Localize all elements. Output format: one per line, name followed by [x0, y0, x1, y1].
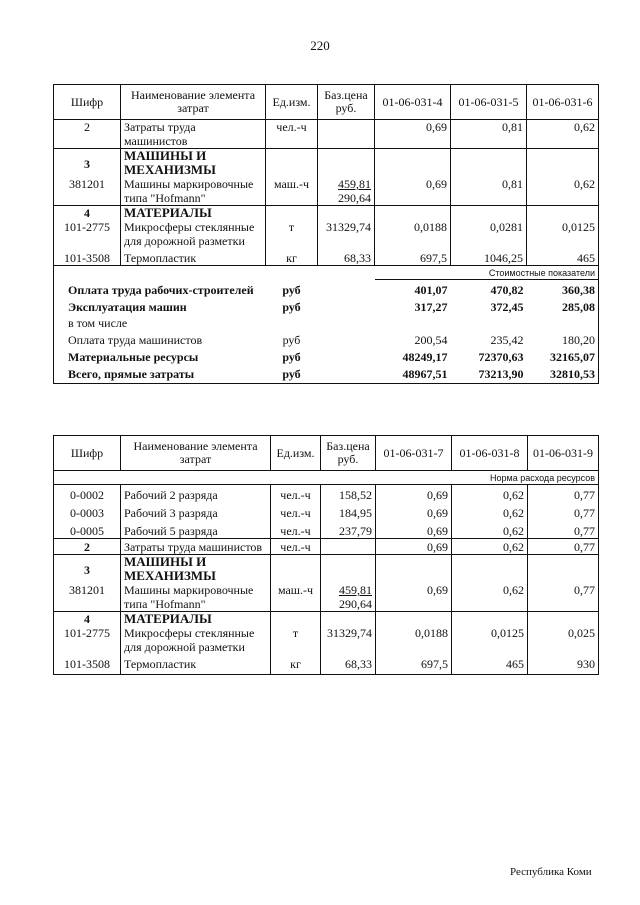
row-value-1: 697,5 [375, 248, 451, 266]
row-code: 0-0002 [54, 485, 121, 503]
cost-row [54, 364, 599, 384]
row-code: 4 [54, 206, 121, 221]
row-name: Рабочий 5 разряда [121, 520, 271, 539]
cost-unit: руб [282, 350, 301, 364]
row-value-3: 0,62 [527, 177, 599, 206]
row-unit: т [271, 626, 321, 654]
row-unit: чел.-ч [271, 502, 321, 520]
header-col-3: 01-06-031-9 [528, 436, 599, 471]
cost-unit: руб [282, 333, 301, 347]
cost-value-3: 360,38 [527, 280, 599, 298]
row-value-3: 0,77 [528, 520, 599, 539]
row-name: Микросферы стеклянные для дорожной разметки [121, 626, 271, 654]
cost-name: Всего, прямые затраты [54, 364, 266, 384]
row-code: 381201 [54, 583, 121, 612]
row-price: 158,52 [321, 485, 376, 503]
row-code: 101-2775 [54, 220, 121, 248]
row-name: Термопластик [121, 248, 266, 266]
table-row [54, 539, 599, 555]
row-value-2: 0,81 [451, 120, 527, 149]
row-value-2: 465 [452, 654, 528, 675]
header-name: Наименование элемента затрат [121, 436, 271, 471]
header-unit: Ед.изм. [266, 85, 318, 120]
row-price: 31329,74 [321, 626, 376, 654]
header-col-2: 01-06-031-5 [451, 85, 527, 120]
row-code: 3 [54, 555, 121, 584]
row-unit: чел.-ч [271, 539, 321, 555]
row-code: 0-0003 [54, 502, 121, 520]
header-col-2: 01-06-031-8 [452, 436, 528, 471]
cost-unit: руб [282, 300, 301, 314]
row-code: 3 [54, 149, 121, 178]
cost-value-1: 200,54 [414, 333, 448, 347]
cost-value-1: 48967,51 [375, 364, 451, 384]
row-value-2: 0,62 [452, 520, 528, 539]
cost-row [54, 314, 599, 330]
cost-name: Оплата труда рабочих-строителей [54, 280, 266, 298]
table-row [54, 612, 599, 627]
row-value-1: 0,69 [375, 177, 451, 206]
row-value-3: 0,77 [528, 583, 599, 612]
cost-name: Оплата труда машинистов [54, 330, 266, 347]
row-unit: маш.-ч [271, 583, 321, 612]
row-code: 101-2775 [54, 626, 121, 654]
cost-value-2: 372,45 [490, 300, 524, 314]
section-title: МАШИНЫ И МЕХАНИЗМЫ [121, 149, 266, 178]
table-row [54, 520, 599, 539]
table-row [54, 248, 599, 266]
row-name: Машины маркировочные типа "Hofmann" [121, 583, 271, 612]
header-unit: Ед.изм. [271, 436, 321, 471]
row-value-2: 0,62 [452, 583, 528, 612]
row-value-2: 1046,25 [451, 248, 527, 266]
row-unit: кг [271, 654, 321, 675]
cost-row [54, 330, 599, 347]
cost-value-2: 73213,90 [451, 364, 527, 384]
cost-row [54, 297, 599, 314]
row-price: 459,81 [339, 583, 372, 597]
row-code: 381201 [54, 177, 121, 206]
footer-region: Республика Коми [510, 866, 592, 878]
table-header [54, 85, 599, 120]
header-code: Шифр [54, 436, 121, 471]
row-value-2: 0,0281 [451, 220, 527, 248]
cost-name: в том числе [54, 314, 266, 330]
row-code: 2 [54, 120, 121, 149]
row-price-secondary: 290,64 [339, 597, 372, 611]
row-code: 0-0005 [54, 520, 121, 539]
table-row [54, 626, 599, 654]
row-value-2: 0,0125 [452, 626, 528, 654]
table-row [54, 502, 599, 520]
row-price [321, 539, 376, 555]
row-value-1: 697,5 [376, 654, 452, 675]
table-row [54, 583, 599, 612]
resource-table-1 [53, 84, 599, 384]
cost-value-2: 470,82 [490, 283, 524, 297]
table-header [54, 436, 599, 471]
row-price [318, 120, 375, 149]
row-value-1: 0,0188 [376, 626, 452, 654]
table-row [54, 120, 599, 149]
page-number: 220 [310, 38, 330, 53]
row-value-3: 0,62 [527, 120, 599, 149]
cost-value-2: 72370,63 [478, 350, 524, 364]
row-code: 4 [54, 612, 121, 627]
header-name: Наименование элемента затрат [121, 85, 266, 120]
row-value-2: 0,62 [452, 539, 528, 555]
row-value-1: 0,69 [376, 583, 452, 612]
table-row [54, 177, 599, 206]
row-unit: т [266, 220, 318, 248]
table-row [54, 654, 599, 675]
row-unit: чел.-ч [271, 485, 321, 503]
row-value-3: 0,77 [528, 485, 599, 503]
header-code: Шифр [54, 85, 121, 120]
row-code: 101-3508 [54, 248, 121, 266]
row-price: 68,33 [321, 654, 376, 675]
cost-value-2: 235,42 [490, 333, 524, 347]
cost-value-1: 401,07 [414, 283, 448, 297]
row-value-1: 0,69 [376, 520, 452, 539]
row-value-1: 0,69 [376, 502, 452, 520]
cost-row [54, 347, 599, 364]
section-label: Стоимостные показатели [375, 266, 599, 280]
row-value-2: 0,62 [452, 485, 528, 503]
section-label: Норма расхода ресурсов [376, 471, 599, 485]
section-title: МАШИНЫ И МЕХАНИЗМЫ [121, 555, 271, 584]
row-code: 101-3508 [54, 654, 121, 675]
table-row [54, 149, 599, 178]
row-value-1: 0,69 [375, 120, 451, 149]
row-value-3: 0,0125 [527, 220, 599, 248]
cost-value-3: 180,20 [527, 330, 599, 347]
row-value-2: 0,81 [451, 177, 527, 206]
header-col-1: 01-06-031-7 [376, 436, 452, 471]
cost-unit: руб [282, 282, 301, 297]
header-col-1: 01-06-031-4 [375, 85, 451, 120]
row-value-1: 0,69 [376, 539, 452, 555]
row-price-secondary: 290,64 [338, 191, 371, 205]
table-row [54, 206, 599, 221]
table-row [54, 220, 599, 248]
section-label-row [54, 266, 599, 280]
table-row [54, 485, 599, 503]
row-value-3: 0,025 [528, 626, 599, 654]
row-value-1: 0,0188 [375, 220, 451, 248]
row-name: Затраты труда машинистов [121, 539, 271, 555]
cost-value-1: 48249,17 [402, 350, 448, 364]
cost-unit: руб [266, 364, 318, 384]
row-value-3: 465 [527, 248, 599, 266]
row-unit: чел.-ч [271, 520, 321, 539]
header-col-3: 01-06-031-6 [527, 85, 599, 120]
cost-name: Материальные ресурсы [54, 347, 266, 364]
cost-row [54, 280, 599, 298]
row-value-1: 0,69 [376, 485, 452, 503]
cost-name: Эксплуатация машин [54, 297, 266, 314]
row-name: Термопластик [121, 654, 271, 675]
row-value-3: 0,77 [528, 539, 599, 555]
row-name: Микросферы стеклянные для дорожной разметки [121, 220, 266, 248]
row-price: 184,95 [321, 502, 376, 520]
row-code: 2 [54, 539, 121, 555]
section-label-row [54, 471, 599, 485]
section-title: МАТЕРИАЛЫ [121, 206, 266, 221]
row-unit: чел.-ч [266, 120, 318, 149]
cost-value-3: 32810,53 [527, 364, 599, 384]
row-price: 459,81 [338, 177, 371, 191]
table-row [54, 555, 599, 584]
header-price: Баз.цена руб. [321, 436, 376, 471]
row-value-3: 0,77 [528, 502, 599, 520]
cost-value-3: 285,08 [527, 297, 599, 314]
header-price: Баз.цена руб. [318, 85, 375, 120]
row-name: Рабочий 3 разряда [121, 502, 271, 520]
cost-value-3: 32165,07 [527, 347, 599, 364]
row-price: 31329,74 [318, 220, 375, 248]
row-unit: маш.-ч [266, 177, 318, 206]
resource-table-2 [53, 435, 599, 675]
row-price: 237,79 [321, 520, 376, 539]
row-name: Рабочий 2 разряда [121, 485, 271, 503]
row-unit: кг [266, 248, 318, 266]
cost-value-1: 317,27 [414, 300, 448, 314]
row-value-2: 0,62 [452, 502, 528, 520]
row-price: 68,33 [318, 248, 375, 266]
row-name: Машины маркировочные типа "Hofmann" [121, 177, 266, 206]
row-value-3: 930 [528, 654, 599, 675]
row-name: Затраты труда машинистов [121, 120, 266, 149]
section-title: МАТЕРИАЛЫ [121, 612, 271, 627]
